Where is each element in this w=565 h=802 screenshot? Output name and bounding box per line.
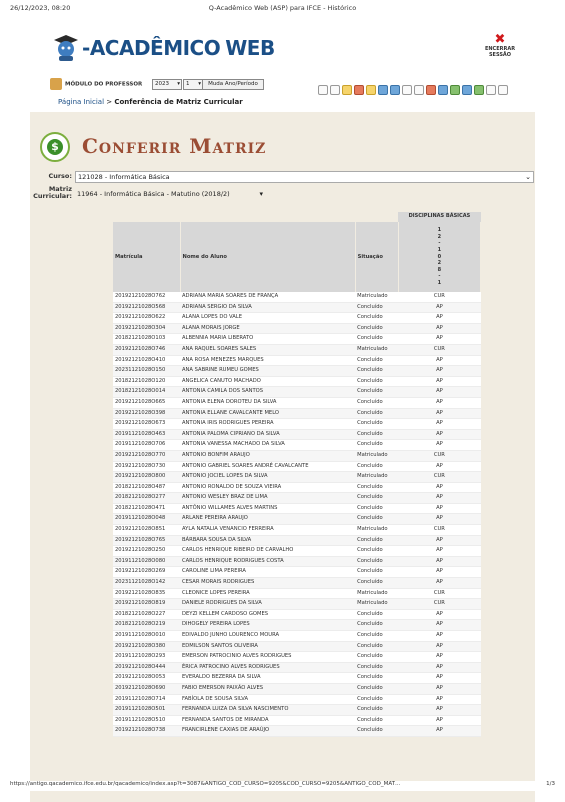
year-value: 2023 [155,81,169,87]
table-row [113,440,481,451]
cell-situacao: Concluído [355,355,398,366]
close-icon: ✖ [494,32,506,47]
content-panel [30,112,535,802]
logout-label-1: ENCERRAR [484,46,516,52]
exit-icon[interactable] [498,85,508,95]
cell-situacao: Concluído [355,556,398,567]
cell-status: AP [398,482,480,493]
cell-status: AP [398,705,480,716]
table-row [113,429,481,440]
curso-value: 121028 - Informática Básica [78,173,170,181]
breadcrumb-home[interactable]: Página Inicial [58,98,105,106]
table-row [113,609,481,620]
semester-value: 1 [186,81,190,87]
logout-button[interactable] [480,34,520,58]
table-row [113,366,481,377]
cell-nome: ANTONIA IRIS RODRIGUES PEREIRA [180,419,355,430]
cell-nome: CARLOS HENRIQUE RODRIGUES COSTA [180,556,355,567]
cell-nome: EDMILSON SANTOS OLIVEIRA [180,641,355,652]
table-row [113,461,481,472]
cell-nome: ALANA LOPES DO VALE [180,313,355,324]
print-url: https://antigo.qacademico.ifce.edu.br/qacademico/index.asp?t=3087&ANTIGO_COD_CURSO=9205&COD_CURSO=9205&ANTIGO_COD_MAT… [10,781,401,787]
lock-icon[interactable] [354,85,364,95]
cell-matricula: 20191121028O714 [113,694,180,705]
cell-situacao: Concluído [355,631,398,642]
table-row [113,482,481,493]
table-row [113,588,481,599]
chevron-down-icon: ▾ [259,190,263,198]
cell-situacao: Matriculado [355,525,398,536]
cell-matricula: 20192121028O690 [113,683,180,694]
cell-matricula: 20192121028O819 [113,599,180,610]
cell-situacao: Concluído [355,503,398,514]
cell-matricula: 20192121028O738 [113,726,180,737]
cell-situacao: Matriculado [355,344,398,355]
logo-web: WEB [225,36,275,60]
table-row [113,705,481,716]
table-row [113,578,481,589]
chart-icon[interactable] [438,85,448,95]
table-row [113,673,481,684]
matrix-icon: $ [40,132,70,162]
matriz-select[interactable] [75,189,263,199]
cell-status: AP [398,376,480,387]
table-row [113,450,481,461]
header-situacao: Situação [355,222,398,292]
cell-nome: BÁRBARA SOUSA DA SILVA [180,535,355,546]
breadcrumb-current: Conferência de Matriz Curricular [114,98,243,106]
page-icon[interactable] [414,85,424,95]
cell-status: AP [398,726,480,737]
cell-situacao: Concluído [355,376,398,387]
cell-matricula: 20192121028O765 [113,535,180,546]
notes-icon[interactable] [402,85,412,95]
cell-matricula: 20191121028O463 [113,429,180,440]
matriz-label [30,186,72,200]
cell-situacao: Concluído [355,493,398,504]
copy-icon[interactable] [330,85,340,95]
cell-status: AP [398,366,480,377]
cell-situacao: Concluído [355,546,398,557]
messages-icon[interactable] [378,85,388,95]
table-row [113,715,481,726]
table-row [113,683,481,694]
cell-situacao: Concluído [355,578,398,589]
cell-matricula: 20182121028O014 [113,387,180,398]
cell-status: AP [398,397,480,408]
cell-nome: ANA SABRINE RUMEU GOMES [180,366,355,377]
table-row [113,323,481,334]
table-row [113,652,481,663]
cell-status: AP [398,567,480,578]
matriz-label-line2: Curricular: [33,192,72,200]
table-header-row [113,222,481,292]
cell-status: AP [398,323,480,334]
cell-nome: ÉRICA PATROCINO ALVES RODRIGUES [180,662,355,673]
cell-nome: ANTONIA VANESSA MACHADO DA SILVA [180,440,355,451]
cell-matricula: 20192121028O398 [113,408,180,419]
cell-matricula: 20182121028O471 [113,503,180,514]
chevron-down-icon: ▾ [198,81,201,87]
table-row [113,535,481,546]
cell-situacao: Concluído [355,482,398,493]
cell-nome: FRANCIRLENE CAXIAS DE ARAÚJO [180,726,355,737]
cell-nome: ARLANE PEREIRA ARAUJO [180,514,355,525]
discipline-code-char: 2 [437,233,442,240]
cell-nome: CAROLINE LIMA PEREIRA [180,567,355,578]
cell-status: AP [398,652,480,663]
chevron-down-icon: ▾ [177,81,180,87]
cell-situacao: Concluído [355,620,398,631]
table-row [113,355,481,366]
table-row [113,546,481,557]
cell-matricula: 20192121028O380 [113,641,180,652]
cell-situacao: Matriculado [355,588,398,599]
cell-status: AP [398,694,480,705]
table-row [113,397,481,408]
table-row [113,408,481,419]
cell-nome: ANTONIA PALOMA CIPRIANO DA SILVA [180,429,355,440]
table-row [113,344,481,355]
page-title: Conferir Matriz [82,134,267,158]
discipline-code [436,227,442,286]
cell-matricula: 20192121028O444 [113,662,180,673]
cell-situacao: Concluído [355,429,398,440]
cell-nome: ADRIANA SERGIO DA SILVA [180,302,355,313]
table-row [113,662,481,673]
cell-situacao: Concluído [355,419,398,430]
cell-matricula: 20182121028O120 [113,376,180,387]
cell-matricula: 20192121028O746 [113,344,180,355]
table-row [113,620,481,631]
cell-nome: CARLOS HENRIQUE RIBEIRO DE CARVALHO [180,546,355,557]
table-group-header-row [113,212,481,222]
cell-situacao: Concluído [355,662,398,673]
discipline-code-char: 0 [437,253,442,260]
cell-matricula: 20182121028O103 [113,334,180,345]
cell-nome: ANTONIO BONFIM ARAUJO [180,450,355,461]
cell-status: AP [398,620,480,631]
cell-situacao: Concluído [355,302,398,313]
cell-nome: ALBENNIA MARIA LIBERATO [180,334,355,345]
cell-status: CUR [398,599,480,610]
cell-situacao: Concluído [355,313,398,324]
cell-status: AP [398,387,480,398]
discipline-code-char: 1 [437,246,442,253]
cell-status: AP [398,408,480,419]
cell-nome: EDIVALDO JUNHO LOURENCO MOURA [180,631,355,642]
cell-situacao: Concluído [355,673,398,684]
cell-status: AP [398,334,480,345]
semester-select[interactable] [183,79,203,90]
cell-status: AP [398,535,480,546]
cell-matricula: 20192121028O568 [113,302,180,313]
table-row [113,503,481,514]
cell-situacao: Concluído [355,366,398,377]
logo-dash: - [82,36,90,60]
cell-matricula: 20182121028O219 [113,620,180,631]
cell-status: AP [398,578,480,589]
cell-matricula: 20191121028O706 [113,440,180,451]
cell-status: AP [398,313,480,324]
cell-matricula: 20191121028O080 [113,556,180,567]
cell-matricula: 20192121028O800 [113,472,180,483]
cell-matricula: 20191121028O010 [113,631,180,642]
cell-nome: ANTONIO WESLEY BRAZ DE LIMA [180,493,355,504]
cell-matricula: 20192121028O053 [113,673,180,684]
print-header [0,4,565,16]
header-nome: Nome do Aluno [180,222,355,292]
cell-situacao: Matriculado [355,292,398,302]
cell-situacao: Concluído [355,641,398,652]
logo-academico: ACADÊMICO [89,36,221,60]
cell-nome: CLEONICE LOPES PEREIRA [180,588,355,599]
header-matricula: Matrícula [113,222,180,292]
discipline-code-char: 1 [437,227,442,234]
cell-status: AP [398,641,480,652]
cell-matricula: 20231121028O142 [113,578,180,589]
cell-matricula: 20191121028O501 [113,705,180,716]
cell-situacao: Concluído [355,535,398,546]
cell-situacao: Concluído [355,397,398,408]
cell-status: AP [398,683,480,694]
graduate-mascot-icon [50,32,82,62]
cell-status: AP [398,631,480,642]
cell-status: AP [398,493,480,504]
cell-status: AP [398,556,480,567]
header-bar [50,30,520,70]
print-footer [10,781,555,791]
group-header-disciplinas: DISCIPLINAS BÁSICAS [398,212,480,222]
cell-matricula: 20231121028O150 [113,366,180,377]
cell-status: CUR [398,588,480,599]
curso-label: Curso: [48,172,72,180]
cell-nome: ADRIANA MARIA SOARES DE FRANÇA [180,292,355,302]
cell-matricula: 20192121028O835 [113,588,180,599]
chevron-down-icon: ⌄ [525,173,531,181]
app-logo[interactable] [82,36,275,60]
cell-matricula: 20182121028O277 [113,493,180,504]
table-row [113,292,481,302]
cell-matricula: 20192121028O851 [113,525,180,536]
cell-nome: FABIO EMERSON PAIXÃO ALVES [180,683,355,694]
cell-status: AP [398,461,480,472]
table-row [113,599,481,610]
table-row [113,376,481,387]
cell-status: AP [398,514,480,525]
cell-situacao: Concluído [355,705,398,716]
cell-matricula: 20192121028O304 [113,323,180,334]
cell-matricula: 20182121028O487 [113,482,180,493]
curso-select[interactable] [75,171,534,183]
header-discipline-code[interactable] [398,222,480,292]
table-row [113,493,481,504]
cell-nome: DEYZI KELLEM CARDOSO GOMES [180,609,355,620]
cell-status: AP [398,429,480,440]
cell-nome: ANA ROSA MENEZES MARQUES [180,355,355,366]
cell-situacao: Concluído [355,323,398,334]
cell-matricula: 20192121028O622 [113,313,180,324]
print-title: Q-Acadêmico Web (ASP) para IFCE - Histórico [208,4,357,12]
cell-status: CUR [398,344,480,355]
folder-icon[interactable] [342,85,352,95]
cell-situacao: Concluído [355,694,398,705]
professor-icon [50,78,62,90]
table-row [113,641,481,652]
cell-situacao: Concluído [355,567,398,578]
print-page-number: 1/3 [546,781,555,787]
print-icon[interactable] [486,85,496,95]
cell-nome: DANIELE RODRIGUES DA SILVA [180,599,355,610]
cell-matricula: 20192121028O762 [113,292,180,302]
cell-nome: FABÍOLA DE SOUSA SILVA [180,694,355,705]
cell-status: CUR [398,525,480,536]
cell-status: AP [398,609,480,620]
table-row [113,726,481,737]
cell-situacao: Matriculado [355,599,398,610]
cell-situacao: Matriculado [355,472,398,483]
users-icon[interactable] [462,85,472,95]
table-row [113,419,481,430]
cell-matricula: 20192121028O770 [113,450,180,461]
discipline-code-char: - [438,240,441,247]
cell-matricula: 20191121028O510 [113,715,180,726]
cell-matricula: 20192121028O665 [113,397,180,408]
cell-nome: ANTÔNIO WILLAMES ALVES MARTINS [180,503,355,514]
module-indicator [50,78,142,92]
calendar-icon[interactable] [426,85,436,95]
cell-status: AP [398,715,480,726]
cell-matricula: 20182121028O227 [113,609,180,620]
document-icon[interactable] [318,85,328,95]
cell-matricula: 20192121028O269 [113,567,180,578]
discipline-code-char: - [438,273,441,280]
cell-nome: ANTONIA CAMILA DOS SANTOS [180,387,355,398]
cell-status: CUR [398,472,480,483]
table-row [113,694,481,705]
cell-status: AP [398,419,480,430]
cell-matricula: 20192121028O730 [113,461,180,472]
matriz-value: 11964 - Informática Básica - Matutino (2018/2) [77,190,230,198]
logout-label-2: SESSÃO [488,52,512,58]
toolbar-icons [318,79,510,89]
cell-status: AP [398,302,480,313]
cell-nome: AYLA NATALIA VENANCIO FERREIRA [180,525,355,536]
cell-nome: ANTONIO JOCIEL LOPES DA SILVA [180,472,355,483]
table-row [113,334,481,345]
table-row [113,514,481,525]
cell-nome: ANTONIO GABRIEL SOARES ANDRÉ CAVALCANTE [180,461,355,472]
report-icon[interactable] [450,85,460,95]
students-table [113,212,481,737]
cell-status: AP [398,546,480,557]
cell-nome: EVERALDO BEZERRA DA SILVA [180,673,355,684]
cell-status: CUR [398,292,480,302]
table-row [113,387,481,398]
cell-status: AP [398,503,480,514]
table-row [113,567,481,578]
table-row [113,525,481,536]
cell-nome: ALANA MORAIS JORGE [180,323,355,334]
cell-nome: DIHOGELY PEREIRA LOPES [180,620,355,631]
cell-situacao: Concluído [355,652,398,663]
cell-situacao: Concluído [355,514,398,525]
cell-status: AP [398,440,480,451]
cell-nome: CESAR MORAIS RODRIGUES [180,578,355,589]
cell-situacao: Matriculado [355,450,398,461]
cell-situacao: Concluído [355,334,398,345]
module-label: MÓDULO DO PROFESSOR [65,81,143,88]
table-body [113,292,481,736]
cell-nome: ANA RAQUEL SOARES SALES [180,344,355,355]
cell-situacao: Concluído [355,715,398,726]
cell-nome: ANTONIA ELENA DOROTEU DA SILVA [180,397,355,408]
cell-situacao: Concluído [355,683,398,694]
cell-nome: FERNANDA LUIZA DA SILVA NASCIMENTO [180,705,355,716]
cell-nome: ANTONIA ELLANE CAVALCANTE MELO [180,408,355,419]
table-row [113,472,481,483]
cell-situacao: Concluído [355,408,398,419]
help-icon[interactable] [366,85,376,95]
cell-matricula: 20192121028O673 [113,419,180,430]
cell-status: AP [398,355,480,366]
discipline-code-char: 1 [437,279,442,286]
cell-nome: EMERSON PATROCINIO ALVES RODRIGUES [180,652,355,663]
grid-icon[interactable] [474,85,484,95]
cell-situacao: Concluído [355,387,398,398]
breadcrumb-separator: > [106,98,113,106]
discipline-code-char: 8 [437,266,442,273]
cell-matricula: 20191121028O048 [113,514,180,525]
cell-situacao: Concluído [355,726,398,737]
table-row [113,313,481,324]
change-period-button[interactable]: Muda Ano/Período [202,79,264,90]
year-select[interactable] [152,79,182,90]
cell-status: AP [398,662,480,673]
cell-matricula: 20191121028O293 [113,652,180,663]
globe-icon[interactable] [390,85,400,95]
cell-status: AP [398,673,480,684]
cell-matricula: 20192121028O250 [113,546,180,557]
cell-nome: ANGELICA CANUTO MACHADO [180,376,355,387]
cell-status: CUR [398,450,480,461]
cell-nome: FERNANDA SANTOS DE MIRANDA [180,715,355,726]
table-row [113,556,481,567]
toolbar [50,78,520,92]
cell-situacao: Concluído [355,440,398,451]
table-row [113,302,481,313]
matriz-label-line1: Matriz [48,185,72,193]
print-datetime: 26/12/2023, 08:20 [10,4,71,12]
table-row [113,631,481,642]
cell-matricula: 20192121028O410 [113,355,180,366]
breadcrumb [58,98,243,106]
cell-situacao: Concluído [355,461,398,472]
cell-nome: ANTONIO RONALDO DE SOUZA VIEIRA [180,482,355,493]
cell-situacao: Concluído [355,609,398,620]
discipline-code-char: 2 [437,260,442,267]
